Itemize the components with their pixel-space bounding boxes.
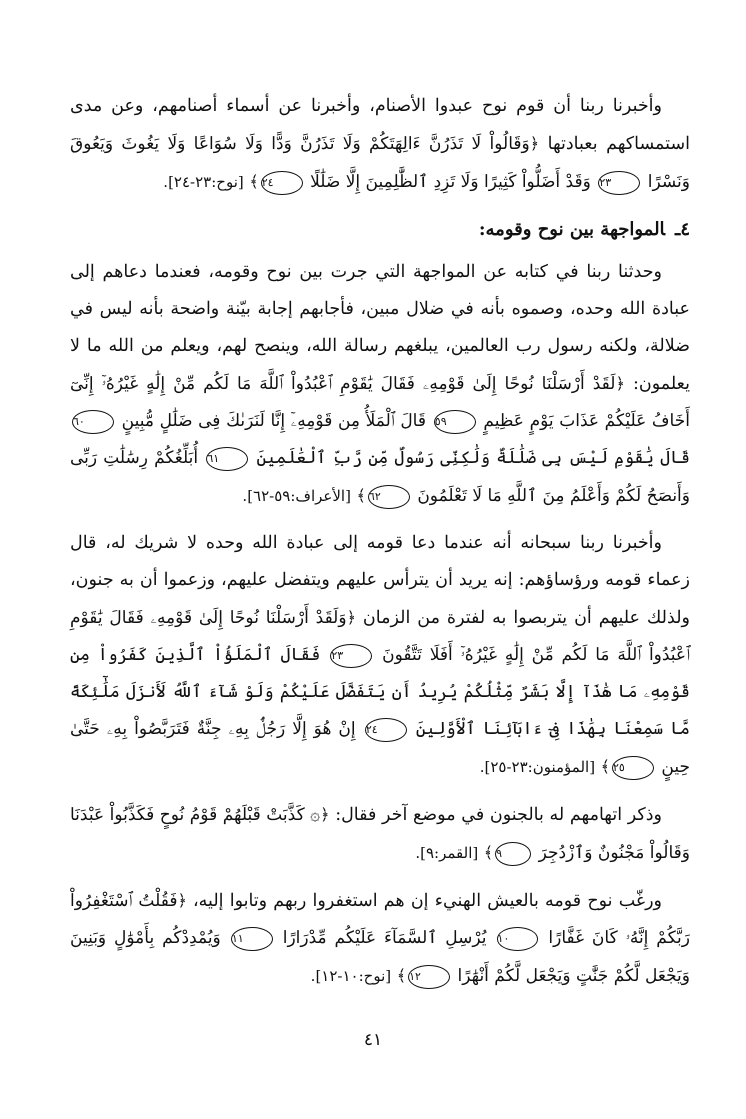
ayah-number-marker: ٦١ xyxy=(206,447,248,471)
paragraph-leaders xyxy=(70,525,690,786)
quran-verse: فَقُلْتُ ٱسْتَغْفِرُواْ رَبَّكُمْ إِنَّهُۥ كَانَ غَفَّارًا xyxy=(70,891,690,948)
paragraph-forgiveness xyxy=(70,882,690,995)
paragraph-confrontation xyxy=(70,254,690,515)
quran-close-bracket: ﴾ xyxy=(396,966,407,985)
ayah-number-marker: ١٠ xyxy=(497,927,539,951)
quran-verse: أُبَلِّغُكُمْ رِسَٰلَٰتِ رَبِّى وَأَنصَحُ لَكُمْ وَأَعْلَمُ مِنَ ٱللَّهِ مَا لَا تَعْلَمُونَ xyxy=(70,448,690,506)
quran-close-bracket: ﴾ xyxy=(483,843,494,862)
quran-open-bracket: ﴿ xyxy=(320,805,330,824)
quran-verse: وَيُمْدِدْكُم بِأَمْوَٰلٍ وَبَنِينَ وَيَجْعَل لَّكُمْ جَنَّٰتٍ وَيَجْعَل لَّكُمْ أَنْهَٰرًا xyxy=(70,928,690,986)
verse-reference: [القمر:٩]. xyxy=(415,844,479,862)
ayah-number-marker: ٦٢ xyxy=(368,485,410,509)
quran-verse: وَلَقَدْ أَرْسَلْنَا نُوحًا إِلَىٰ قَوْمِهِۦ فَقَالَ يَٰقَوْمِ ٱعْبُدُواْ ٱللَّهَ مَا لَكُم مِّنْ إِلَٰهٍ غَيْرُهُۥٓ أَفَلَا تَتَّقُونَ xyxy=(70,608,690,665)
quran-open-bracket: ﴿ xyxy=(177,891,187,910)
section-number: ٤ـ xyxy=(675,219,690,240)
quran-verse: إِنْ هُوَ إِلَّا رَجُلٌۢ بِهِۦ جِنَّةٌ فَتَرَبَّصُواْ بِهِۦ حَتَّىٰ حِينٍ xyxy=(70,719,690,777)
paragraph-text: وحدثنا ربنا في كتابه عن المواجهة التي جرت بين نوح وقومه، فعندما دعاهم إلى عبادة الله وحده، وصموه بأنه في ضلال مبين، فأجابهم إجابة بيّنة واضحة بأنه ليس في ضلالة، ولكنه رسول رب العالمين، يبلغهم رسالة الله، وينصح لهم، ويعلم من الله ما لا يعلمون: xyxy=(70,262,690,394)
quran-verse: وَقَالُواْ لَا تَذَرُنَّ ءَالِهَتَكُمْ وَلَا تَذَرُنَّ وَدًّا وَلَا سُوَاعًا وَلَا يَغُوثَ وَيَعُوقَ وَنَسْرًا xyxy=(70,134,690,192)
quran-verse: ۞ كَذَّبَتْ قَبْلَهُمْ قَوْمُ نُوحٍ فَكَذَّبُواْ عَبْدَنَا وَقَالُواْ مَجْنُونٌ وَٱزْدُجِرَ xyxy=(70,805,690,863)
ayah-number-marker: ٥٩ xyxy=(434,410,476,434)
verse-reference: [نوح:١٠-١٢]. xyxy=(310,967,392,985)
section-heading xyxy=(70,211,690,248)
quran-verse: وَقَدْ أَضَلُّواْ كَثِيرًا وَلَا تَزِدِ ٱلظَّٰلِمِينَ إِلَّا ضَلَٰلًا xyxy=(310,172,591,192)
quran-close-bracket: ﴾ xyxy=(249,172,259,191)
quran-open-bracket: ﴿ xyxy=(346,608,356,627)
paragraph-idols xyxy=(70,88,690,201)
ayah-number-marker: ٢٤ xyxy=(261,171,303,195)
page-number: ٤١ xyxy=(363,1030,383,1050)
page-body xyxy=(70,88,690,1005)
verse-reference: [الأعراف:٥٩-٦٢]. xyxy=(242,487,351,505)
verse-reference: [نوح:٢٣-٢٤]. xyxy=(163,173,244,191)
verse-reference: [المؤمنون:٢٣-٢٥]. xyxy=(479,758,596,776)
quran-close-bracket: ﴾ xyxy=(600,757,610,776)
quran-verse: يُرْسِلِ ٱلسَّمَآءَ عَلَيْكُم مِّدْرَارًا xyxy=(282,928,487,948)
paragraph-text: وأخبرنا ربنا سبحانه أنه عندما دعا قومه إلى عبادة الله وحده لا شريك له، قال زعماء قومه ورؤساؤهم: إنه يريد أن يترأس عليهم ويتفضل عليهم، وزعموا أن به جنون، ولذلك عليهم أن يتربصوا به لفترة من الزمان xyxy=(70,533,690,628)
quran-verse: قَالَ يَٰقَوْمِ لَيْسَ بِى ضَلَٰلَةٌ وَلَٰكِنِّى رَسُولٌ مِّن رَّبِّ ٱلْعَٰلَمِينَ xyxy=(256,448,690,468)
ayah-number-marker: ١٢ xyxy=(408,965,450,989)
paragraph-text: وأخبرنا ربنا أن قوم نوح عبدوا الأصنام، وأخبرنا عن أسماء أصنامهم، وعن مدى استمساكهم بعبادتها xyxy=(70,96,690,154)
ayah-number-marker: ١١ xyxy=(231,927,273,951)
ayah-number-marker: ٩ xyxy=(495,842,531,866)
paragraph-text: ورغّب نوح قومه بالعيش الهنيء إن هم استغفروا ربهم وتابوا إليه، xyxy=(193,891,662,911)
ayah-number-marker: ٦٠ xyxy=(72,410,114,434)
quran-close-bracket: ﴾ xyxy=(356,486,366,505)
quran-open-bracket: ﴿ xyxy=(529,134,540,153)
ayah-number-marker: ٢٥ xyxy=(612,756,654,780)
quran-verse: قَالَ ٱلْمَلَأُ مِن قَوْمِهِۦٓ إِنَّا لَنَرَىٰكَ فِى ضَلَٰلٍ مُّبِينٍ xyxy=(121,411,426,431)
quran-open-bracket: ﴿ xyxy=(615,374,625,393)
section-title: المواجهة بين نوح وقومه: xyxy=(478,219,666,240)
paragraph-text: وذكر اتهامهم له بالجنون في موضع آخر فقال: xyxy=(335,805,662,825)
quran-verse: لَقَدْ أَرْسَلْنَا نُوحًا إِلَىٰ قَوْمِهِۦ فَقَالَ يَٰقَوْمِ ٱعْبُدُواْ ٱللَّهَ مَا لَكُم مِّنْ إِلَٰهٍ غَيْرُهُۥٓ إِنِّىٓ أَخَافُ عَلَيْكُمْ عَذَابَ يَوْمٍ عَظِيمٍ xyxy=(70,374,690,431)
ayah-number-marker: ٢٣ xyxy=(598,171,640,195)
paragraph-madness xyxy=(70,796,690,872)
ayah-number-marker: ٢٣ xyxy=(330,644,372,668)
quran-verse: فَقَالَ ٱلْمَلَؤُاْ ٱلَّذِينَ كَفَرُواْ مِن قَوْمِهِۦ مَا هَٰذَآ إِلَّا بَشَرٌ مِّثْلُكُمْ يُرِيدُ أَن يَتَفَضَّلَ عَلَيْكُمْ وَلَوْ شَآءَ ٱللَّهُ لَأَنزَلَ مَلَٰٓئِكَةً مَّا سَمِعْنَا بِهَٰذَا فِىٓ ءَابَآئِنَا ٱلْأَوَّلِينَ xyxy=(70,645,690,739)
ayah-number-marker: ٢٤ xyxy=(365,718,407,742)
